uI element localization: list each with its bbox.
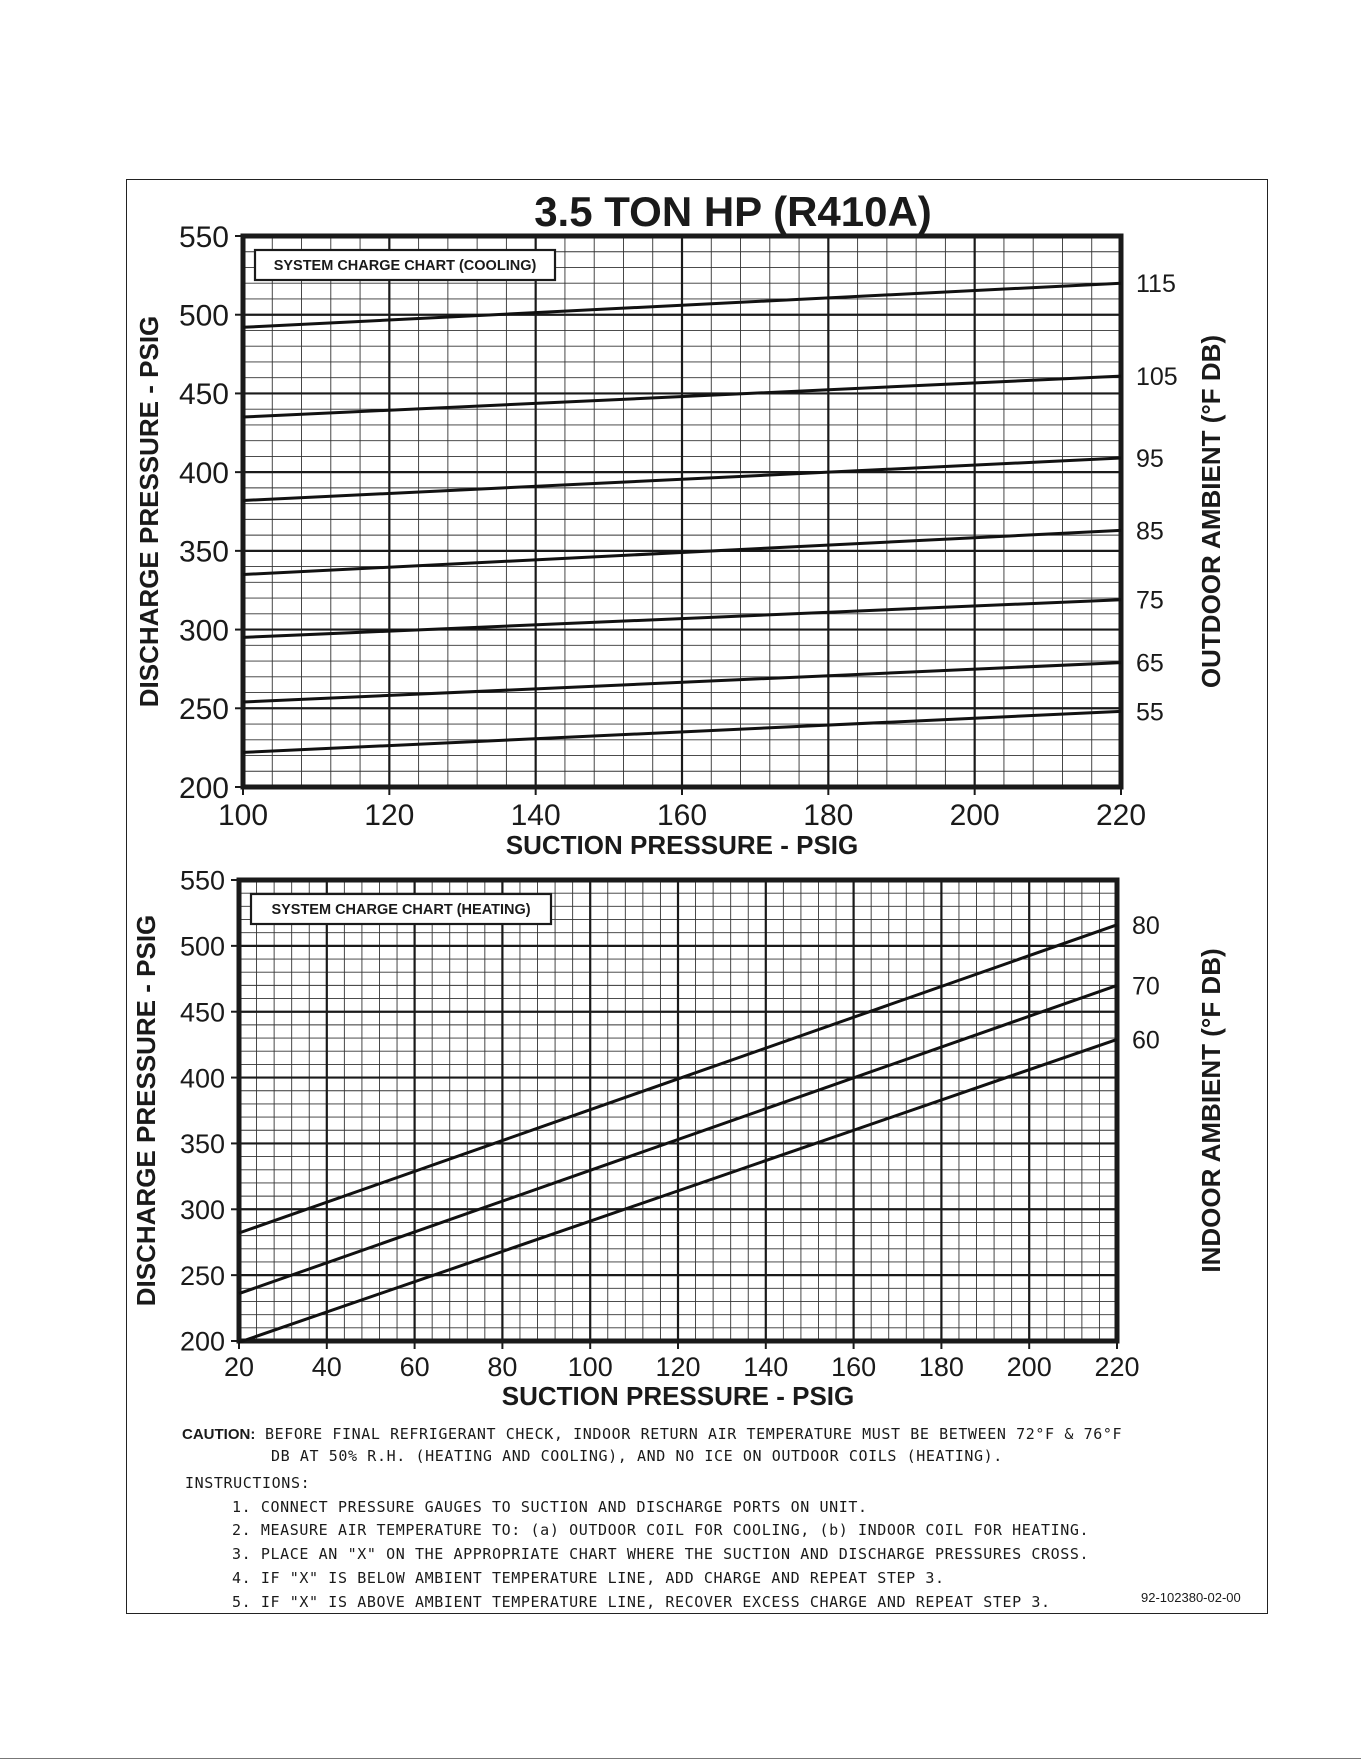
document-number: 92-102380-02-00 — [1141, 1590, 1241, 1605]
y-tick-label: 450 — [179, 997, 225, 1028]
x-tick-label: 100 — [567, 1352, 613, 1382]
page-divider — [0, 1758, 1361, 1759]
y-tick-label: 350 — [179, 1129, 225, 1160]
chart-subtitle: SYSTEM CHARGE CHART (HEATING) — [271, 902, 531, 918]
y-tick-label: 300 — [179, 1195, 225, 1226]
chart-title: 3.5 TON HP (R410A) — [534, 188, 932, 235]
chart-subtitle: SYSTEM CHARGE CHART (COOLING) — [273, 258, 537, 274]
series-label-75: 75 — [1136, 586, 1164, 615]
x-tick-label: 160 — [831, 1352, 877, 1382]
instructions-label: INSTRUCTIONS: — [185, 1474, 311, 1492]
y-tick-label: 350 — [178, 535, 229, 569]
series-label-95: 95 — [1136, 444, 1164, 473]
x-tick-label: 200 — [949, 799, 1000, 832]
y-tick-label: 300 — [178, 614, 229, 648]
y-tick-label: 400 — [179, 1063, 225, 1094]
series-label-115: 115 — [1136, 270, 1176, 299]
caution-line-1 — [182, 1425, 1122, 1443]
x-tick-label: 40 — [311, 1352, 342, 1382]
y-tick-label: 500 — [179, 931, 225, 962]
x-tick-label: 20 — [223, 1352, 255, 1382]
y-tick-label: 550 — [179, 865, 225, 896]
y-tick-label: 200 — [179, 1326, 225, 1357]
x-tick-label: 200 — [1006, 1352, 1052, 1382]
caution-text-1: BEFORE FINAL REFRIGERANT CHECK, INDOOR RETURN AIR TEMPERATURE MUST BE BETWEEN 72°F & 76°F — [264, 1425, 1123, 1443]
right-axis-label: INDOOR AMBIENT (°F DB) — [1196, 948, 1226, 1273]
y-axis-label: DISCHARGE PRESSURE - PSIG — [131, 914, 161, 1307]
y-tick-label: 250 — [178, 693, 229, 727]
x-tick-label: 80 — [487, 1352, 518, 1382]
x-tick-label: 60 — [399, 1352, 430, 1382]
x-tick-label: 220 — [1095, 799, 1147, 832]
y-tick-label: 550 — [178, 220, 229, 254]
caution-label: CAUTION: — [182, 1426, 256, 1443]
x-tick-label: 140 — [510, 799, 561, 832]
series-label-80: 80 — [1132, 911, 1160, 940]
caution-text-2: DB AT 50% R.H. (HEATING AND COOLING), AND NO ICE ON OUTDOOR COILS (HEATING). — [271, 1447, 1003, 1465]
heating-chart — [131, 866, 1226, 1411]
instruction-item-5: 5. IF "X" IS ABOVE AMBIENT TEMPERATURE LINE, RECOVER EXCESS CHARGE AND REPEAT STEP 3. — [232, 1593, 1051, 1611]
instruction-item-1: 1. CONNECT PRESSURE GAUGES TO SUCTION AND DISCHARGE PORTS ON UNIT. — [232, 1498, 868, 1516]
x-tick-label: 180 — [803, 799, 854, 832]
x-tick-label: 180 — [918, 1352, 964, 1382]
y-tick-label: 400 — [178, 456, 229, 490]
x-tick-label: 100 — [217, 799, 269, 832]
x-tick-label: 220 — [1094, 1352, 1140, 1382]
x-axis-label: SUCTION PRESSURE - PSIG — [501, 1381, 855, 1411]
x-axis-label: SUCTION PRESSURE - PSIG — [505, 830, 859, 860]
grid — [243, 236, 1121, 787]
x-tick-label: 160 — [656, 799, 708, 832]
right-axis-label: OUTDOOR AMBIENT (°F DB) — [1196, 334, 1226, 689]
x-tick-label: 120 — [655, 1352, 701, 1382]
instruction-item-4: 4. IF "X" IS BELOW AMBIENT TEMPERATURE LINE, ADD CHARGE AND REPEAT STEP 3. — [232, 1569, 945, 1587]
y-tick-label: 500 — [178, 299, 229, 333]
series-label-60: 60 — [1132, 1026, 1160, 1055]
series-label-55: 55 — [1136, 698, 1164, 727]
cooling-chart — [134, 221, 1226, 860]
series-label-105: 105 — [1136, 363, 1178, 392]
series-label-70: 70 — [1132, 972, 1160, 1001]
y-tick-label: 200 — [178, 771, 229, 805]
instruction-item-2: 2. MEASURE AIR TEMPERATURE TO: (a) OUTDOOR COIL FOR COOLING, (b) INDOOR COIL FOR HEATING. — [232, 1521, 1090, 1539]
instruction-item-3: 3. PLACE AN "X" ON THE APPROPRIATE CHART WHERE THE SUCTION AND DISCHARGE PRESSURES CROSS. — [232, 1545, 1090, 1563]
series-label-85: 85 — [1136, 517, 1164, 546]
x-tick-label: 140 — [743, 1352, 789, 1382]
y-tick-label: 450 — [178, 378, 229, 412]
y-tick-label: 250 — [179, 1260, 225, 1291]
x-tick-label: 120 — [364, 799, 415, 832]
grid — [239, 880, 1117, 1341]
y-axis-label: DISCHARGE PRESSURE - PSIG — [134, 315, 164, 708]
series-label-65: 65 — [1136, 649, 1164, 678]
